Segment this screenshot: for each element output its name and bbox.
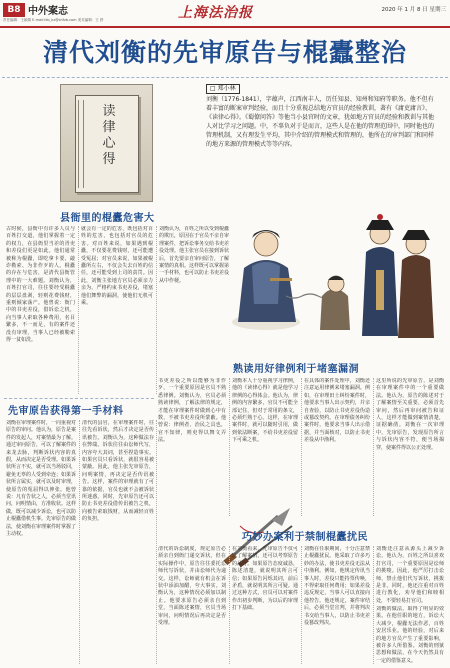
subhead-4: 巧妙办案利于禁制棍蠹扰民 — [242, 532, 368, 543]
body-column-4: 刘衡在审理案件时，一向重视对原告的审问。他认为，原告是案件的发起人，对案情最为了解。通过审问原告，可以了解案件的来龙去脉，判断诉状内容的真假，从而决定是否受理。如果诉状所言不实，就可以当场驳回，避免无辜的人受到牵连；如果诉状所言属实，就可以及时审理，使原告的冤屈得以伸张。他曾说：凡有告状之人，必须当堂讯问，问明情由，方准收状。这样做，既可以减少诉讼，也可以防止棍蠹借机生事。先审原告的做法，使刘衡在审理案件时掌握了主动权。 — [6, 420, 76, 538]
masthead — [0, 0, 450, 28]
body-column-14: 刘衡的做法，取得了明显的效果。在他任职的地方，诉讼大大减少，棍蠹无法作恶，百姓安居乐业。他的经验，对后来的地方官员产生了重要影响，被许多人所借鉴。刘衡的刑狱思想和做法，在今天仍然具有一定的借鉴意义。 — [376, 606, 444, 664]
column-divider — [78, 226, 79, 394]
issue-date: 2020 年 1 月 8 日 星期三 — [381, 7, 446, 13]
body-column-10: 清代的诉讼制度，规定原告必须亲自到衙门递交诉状。但在实际操作中，原告往往委托讼师代写诉状，并由讼师代为递交。这样，讼师就有机会在诉状中添油加醋，夸大事实。刘衡认为，这种情况必须加以制止。他要求原告必须亲自到堂，当面陈述案情，官员当场审问，问明情况后再决定是否受理。 — [158, 546, 226, 627]
column-divider — [79, 420, 80, 664]
column-divider — [156, 226, 157, 394]
page-headline: 清代刘衡的先审原告与棍蠹整治 — [42, 38, 407, 67]
section-name: 中外案志 — [28, 6, 68, 17]
subhead-1: 县衙里的棍蠹危害大 — [60, 213, 155, 224]
body-column-6: 书吏差役之所以能够为非作歹，一个重要原因是官员不熟悉律例。刘衡认为，官员必须熟读律例，了解法律的规定，才能在审理案件时做到心中有数，不被书吏差役所蒙蔽。他曾说：律例者，治民之具也，官不知律，则吏得以舞文弄法。 — [158, 378, 226, 444]
book-cover — [75, 95, 139, 193]
body-column-7: 刘衡本人十分重视学习律例，他的《读律心得》就是他学习律例的心得体会。他认为，律例的内容繁多，官员不可能全部记住，但对于常用的条文，必须烂熟于心。这样，在审理案件时，就可以随时引用，做到依法断案，不给书吏差役留下可乘之机。 — [232, 378, 298, 444]
column-divider — [373, 378, 374, 516]
body-column-12: 刘衡在任职期间，十分注意禁止棍蠹扰民。他采取了许多巧妙的办法，使书吏差役无法从中渔利。例如，他规定传讯当事人时，差役只能持票传唤，不得索取任何费用；如果差役违反规定，当事人可以直接向他控告。他还规定，案件审结后，必须当堂宣判，并将判决书交给当事人，以防止书吏差役篡改判决。 — [304, 546, 370, 627]
body-column-1: 古时候，县衙中有许多人员与百姓打交道，他们掌握着一定的权力，在县衙里当差的胥吏和差役们更是如此。他们通常被称为棍蠹，即吃拿卡要、敲诈勒索、为非作歹的人。棍蠹的存在与危害，是清代县衙管理中的一大难题。刘衡认为，百姓打官司，往往要经受棍蠹的层层盘剥，轻则花费钱财，重则倾家荡产。他曾说：衙门中的书吏差役，借诉讼之机，向当事人索取各种费用，名目繁多，不一而足，有的案件还没有审理，当事人已经被勒索得一贫如洗。 — [6, 226, 75, 344]
column-divider — [301, 546, 302, 664]
column-divider — [229, 378, 230, 516]
section-rule — [4, 398, 154, 399]
column-divider — [373, 546, 374, 664]
book-title: 读律心得 — [102, 104, 116, 167]
body-column-5: 清代的县官，在审理案件时，往往先看诉状，然后才决定是否传讯被告。刘衡认为，这种做法存在弊端。诉状往往由讼师代写，内容夸大其词，甚至捏造事实。如果官员只看诉状，就很容易被蒙蔽。因此，他主张先审原告，问明案情，再决定是否传讯被告。这样，案件的审理就有了可靠的依据，官员也就不会被诉状所迷惑。同时，先审原告还可以防止书吏差役借传讯被告之机，向被告索取钱财，从而减轻百姓的负担。 — [82, 420, 154, 523]
body-column-9: 这里所说的先审原告，是刘衡在审理案件中的一个重要做法。他认为，原告的陈述对于了解案情至关重要，必须首先审问，然后再审问被告和证人，这样才能做到案情清楚，证据确凿。刘衡在一次审理中，先审原告，发现原告所言与诉状内容不符，便当场揭穿，使案件得以公正处理。 — [376, 378, 444, 451]
column-divider — [229, 546, 230, 664]
page-number-badge: B8 — [3, 3, 25, 17]
editor-line: 责任编辑：王颖婧 E-mail:fzb_kz@shfzb.com 美术编辑：王 舒 — [3, 18, 104, 22]
body-column-3: 刘衡认为，百姓之所以受到棍蠹的欺压，原因在于官员不亲自审理案件，把诉讼事务交给书吏差役处理。他主张官员在接到诉状后，首先要亲自审问原告，了解案情的真相。这样既可以掌握第一手材料，也可以防止书吏差役从中作梗。 — [159, 226, 229, 284]
officials-illustration — [226, 204, 442, 352]
subhead-3: 熟读用好律例利于堵塞漏洞 — [233, 364, 359, 375]
author-byline: □ 郑小林 — [206, 84, 240, 94]
body-column-11: 在刘衡看来，先审原告不仅可以了解案情，还可以考察原告的品行。如果原告态度诚恳，陈述清楚，就说明其所言可信；如果原告闪烁其词，前后矛盾，就说明其所言可疑。通过这种方式，官员可以对案件作出初步判断，为以后的审理打下基础。 — [232, 546, 298, 612]
column-divider — [301, 378, 302, 516]
body-column-13: 刘衡还注意从源头上减少诉讼。他认为，百姓之所以喜欢打官司，一个重要原因是讼师的挑唆。因此，他严厉打击讼师，禁止他们代写诉状，挑拨是非。同时，他还注重对百姓进行教化，劝导他们和睦相处，不要轻易打官司。 — [376, 546, 444, 604]
subhead-2: 先审原告获得第一手材料 — [8, 406, 124, 417]
column-divider — [156, 420, 157, 664]
newspaper-logo: 上海法治报 — [178, 5, 253, 21]
body-column-2: 就会有一定的危害，既包括对百姓的危害，也包括对官员的危害。对百姓来说，如果遇到棍蠹，不仅要花费钱财，还可能遭受冤屈；对官员来说，如果被棍蠹所左右，不仅会失去百姓的信任，还可能受到上司的责罚。因此，刘衡主张地方官员必须亲力亲为，严格约束书吏差役，堵塞他们舞弊的漏洞，使他们无机可乘。 — [81, 226, 153, 307]
body-column-8: 在具体的案件处理中，刘衡还注意运用律例来堵塞漏洞。例如，在审理田土纠纷案件时，他要求当事人出示契约，并亲自查验，以防止书吏差役伪造或篡改契约。在审理债务纠纷案件时，他要求当事人出示借据，并当面核对，以防止书吏差役从中渔利。 — [304, 378, 370, 444]
article-intro: 刘衡（1776-1841），字蕴声，江西南丰人，历任知县、知州和知府等职务。他不但有着丰富的断案审判经验，而且十分重视总结地方官员的经验教训，著有《庸吏庸言》、《读律心得》。《蜀僚问答》等他当小县官时的文章，犹如地方官员的经验和教训与其他人对比学习之问题。中，不辜负对于是而言，这些人是在他的管理范围中，同时他也的管理机制，又有理发生平均，其中介绍的管理模式和管理的，他所在的审判部门和同样的地方来源的管理模式等等内容。 — [206, 96, 435, 148]
headline-rule — [2, 77, 448, 78]
book-photo — [60, 84, 153, 202]
book-spine — [78, 100, 84, 188]
